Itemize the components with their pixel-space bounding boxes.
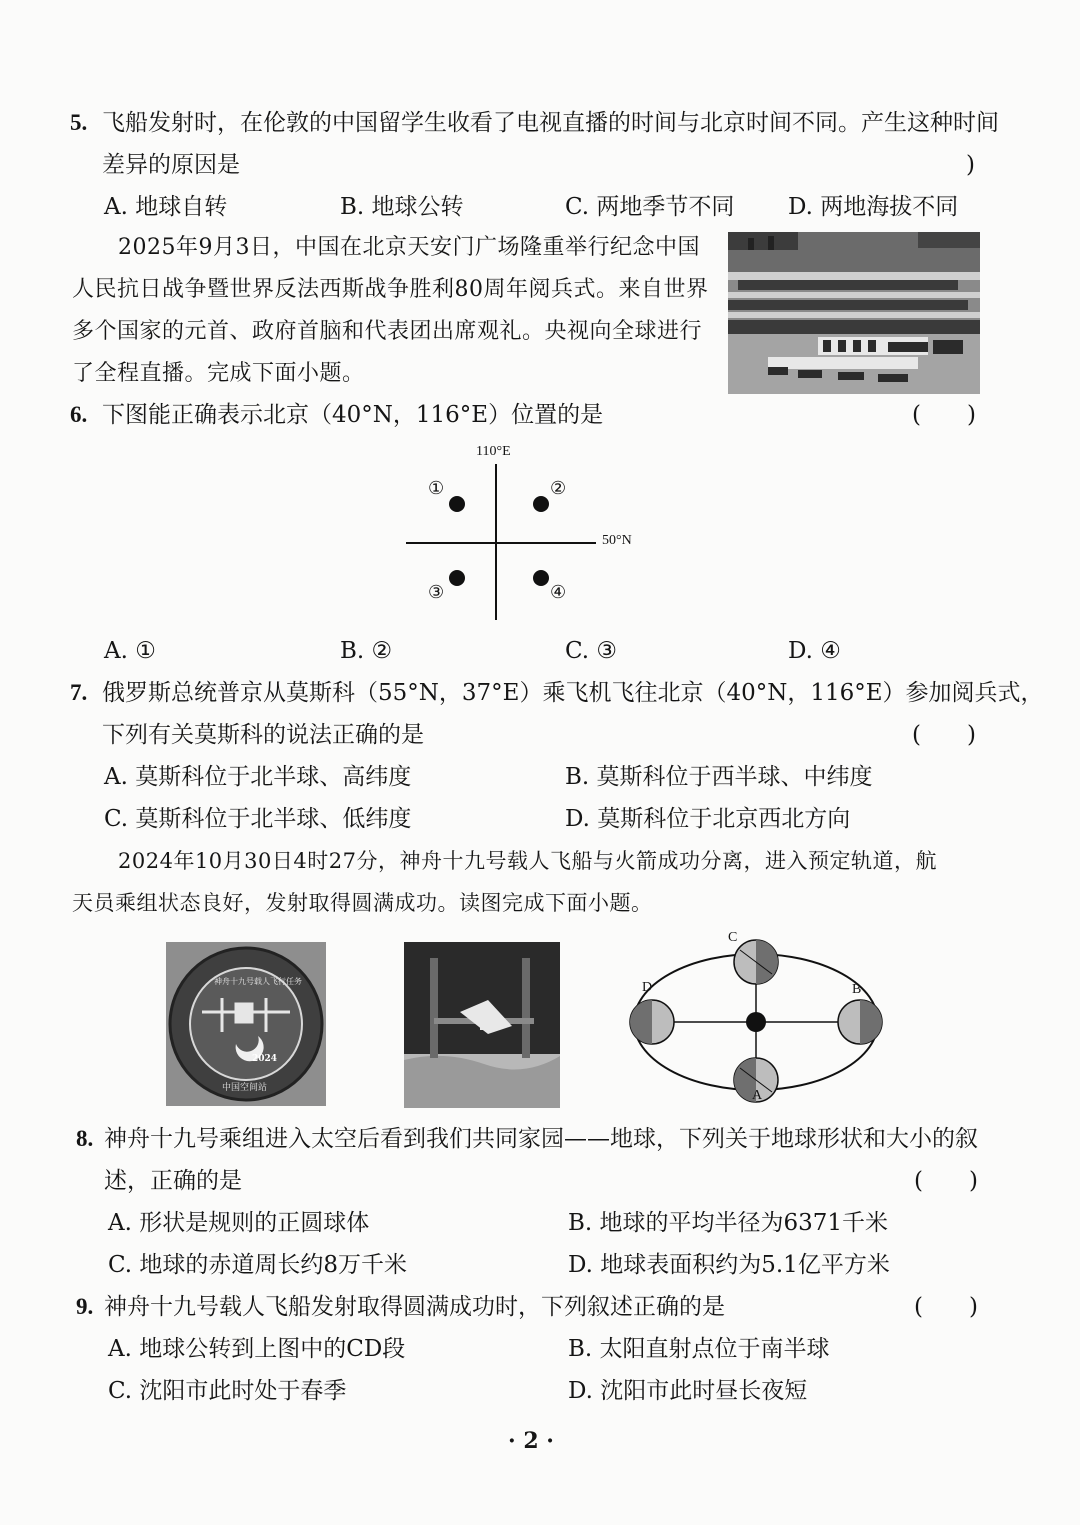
point-4 [533,570,549,586]
page-number: · 2 · [508,1428,554,1454]
q9-option-d: D. 沈阳市此时昼长夜短 [568,1378,808,1404]
material2-line2: 天员乘组状态良好，发射取得圆满成功。读图完成下面小题。 [72,891,653,915]
q7-option-c: C. 莫斯科位于北半球、低纬度 [104,806,412,832]
q5-option-a: A. 地球自转 [104,194,228,220]
badge-bottom-text: 中国空间站 [222,1083,268,1093]
material1-line3: 多个国家的元首、政府首脑和代表团出席观礼。央视向全球进行 [72,319,703,344]
q6-option-c: C. ③ [565,638,618,664]
q9-option-c: C. 沈阳市此时处于春季 [108,1378,347,1404]
mission-badge-photo [166,942,326,1106]
q6-stem: 下图能正确表示北京（40°N，116°E）位置的是 [102,402,604,428]
q9-stem: 神舟十九号载人飞船发射取得圆满成功时，下列叙述正确的是 [104,1294,725,1320]
q8-option-d: D. 地球表面积约为5.1亿平方米 [568,1252,890,1278]
badge-year: 2024 [252,1054,278,1064]
q8-option-b: B. 地球的平均半径为6371千米 [568,1210,889,1236]
q5-option-d: D. 两地海拔不同 [788,194,959,220]
earth-d [630,1000,674,1044]
point-3 [449,570,465,586]
earth-c [734,940,778,984]
space-station-photo [404,942,560,1108]
point-2 [533,496,549,512]
q9-option-a: A. 地球公转到上图中的CD段 [108,1336,406,1362]
q8-stem-line1: 神舟十九号乘组进入太空后看到我们共同家园——地球，下列关于地球形状和大小的叙 [104,1126,978,1152]
orbit-label-c: C [728,930,738,945]
material2-line1: 2024年10月30日4时27分，神舟十九号载人飞船与火箭成功分离，进入预定轨道，航 [118,849,937,873]
orbit-label-d: D [642,980,653,995]
material1-line1: 2025年9月3日，中国在北京天安门广场隆重举行纪念中国 [118,235,700,260]
q7-stem-line2: 下列有关莫斯科的说法正确的是 [102,722,424,748]
parade-photo [728,232,980,394]
q6-option-d: D. ④ [788,638,841,664]
earth-orbit-diagram [622,930,892,1106]
q8-number: 8. [76,1126,94,1151]
point-3-label: ③ [428,582,445,603]
sun [746,1012,766,1032]
orbit-label-b: B [852,982,862,997]
point-4-label: ④ [550,582,567,603]
q5-number: 5. [70,110,88,135]
q5-stem-line1: 飞船发射时，在伦敦的中国留学生收看了电视直播的时间与北京时间不同。产生这种时间 [102,110,999,136]
badge-arc-text: 神舟十九号载人飞行任务 [214,977,302,986]
q5-stem-line2: 差异的原因是 [102,152,240,178]
q8-option-c: C. 地球的赤道周长约8万千米 [108,1252,408,1278]
q7-option-d: D. 莫斯科位于北京西北方向 [565,806,851,832]
q9-number: 9. [76,1294,94,1319]
q7-answer-paren: ( ) [912,722,976,748]
q6-number: 6. [70,402,88,427]
q5-option-c: C. 两地季节不同 [565,194,735,220]
earth-b [838,1000,882,1044]
q8-option-a: A. 形状是规则的正圆球体 [108,1210,370,1236]
q6-answer-paren: ( ) [912,402,976,428]
q8-answer-paren: ( ) [914,1168,978,1194]
q9-answer-paren: ( ) [914,1294,978,1320]
point-1-label: ① [428,478,445,499]
q7-number: 7. [70,680,88,705]
material1-line4: 了全程直播。完成下面小题。 [72,361,365,386]
q7-option-a: A. 莫斯科位于北半球、高纬度 [104,764,412,790]
q5-option-b: B. 地球公转 [340,194,464,220]
point-1 [449,496,465,512]
q9-option-b: B. 太阳直射点位于南半球 [568,1336,830,1362]
parallel-label: 50°N [602,533,632,548]
meridian-label: 110°E [476,444,511,459]
coordinate-diagram [400,442,660,624]
material1-line2: 人民抗日战争暨世界反法西斯战争胜利80周年阅兵式。来自世界 [72,277,709,302]
q7-stem-line1: 俄罗斯总统普京从莫斯科（55°N，37°E）乘飞机飞往北京（40°N，116°E）参加阅兵式， [102,680,1044,706]
q7-option-b: B. 莫斯科位于西半球、中纬度 [565,764,873,790]
orbit-label-a: A [752,1088,763,1103]
point-2-label: ② [550,478,567,499]
q6-option-a: A. ① [104,638,156,664]
q8-stem-line2: 述，正确的是 [104,1168,242,1194]
q5-answer-paren: ) [966,152,975,178]
q6-option-b: B. ② [340,638,393,664]
